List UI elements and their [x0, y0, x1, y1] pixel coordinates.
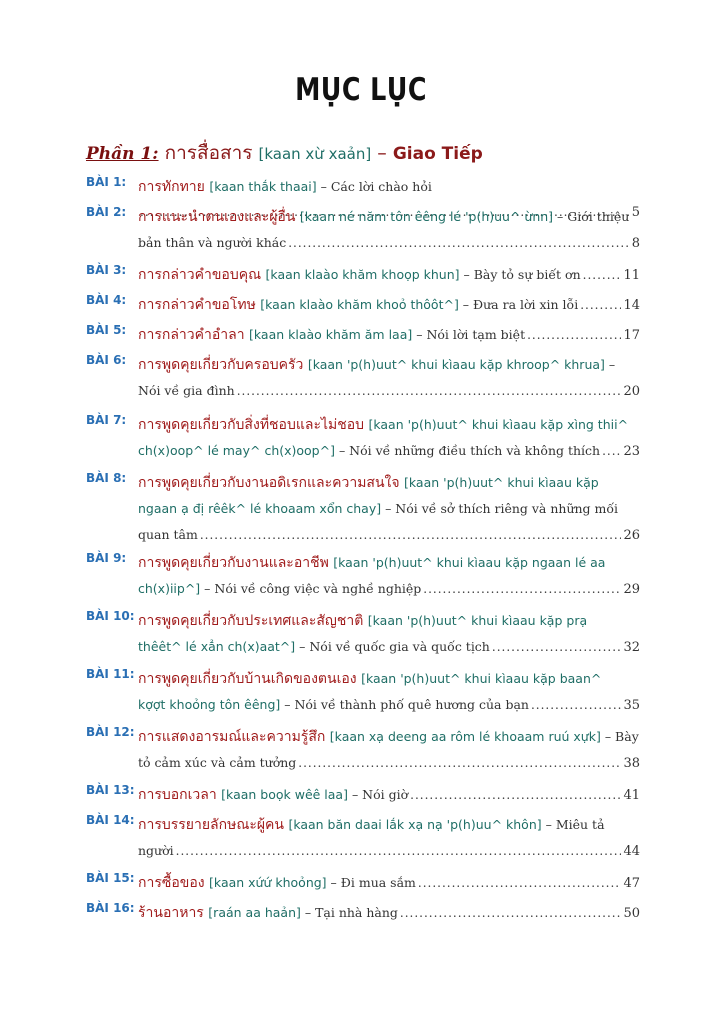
- part-separator: –: [371, 142, 393, 164]
- page-number: 14: [623, 298, 640, 313]
- lesson-transliteration: [kaan boọk wêê laa]: [221, 787, 348, 802]
- lesson-transliteration: [kaan 'p(h)uut^ khui kìaau kặp khroop^ khrua]: [307, 357, 605, 372]
- dot-leader: [531, 693, 621, 718]
- dot-leader: [492, 635, 622, 660]
- page-number: 26: [623, 528, 640, 543]
- lesson-thai-title: การพูดคุยเกี่ยวกับบ้านเกิดของตนเอง: [138, 671, 357, 687]
- lesson-number: BÀI 14:: [86, 813, 135, 827]
- page-number: 29: [623, 582, 640, 597]
- lesson-number: BÀI 6:: [86, 353, 127, 367]
- toc-entry[interactable]: [86, 470, 640, 548]
- dot-leader: [288, 231, 630, 256]
- lesson-vietnamese-title: – Nói về công việc và nghề nghiệp: [200, 581, 422, 596]
- lesson-thai-title: การกล่าวคำขอโทษ: [138, 297, 256, 313]
- lesson-number: BÀI 5:: [86, 323, 127, 337]
- toc-entry[interactable]: [86, 204, 640, 256]
- toc-entry[interactable]: [86, 870, 640, 896]
- lesson-transliteration: [kaan băn daai lắk xạ nạ 'p(h)uu^ khôn]: [288, 817, 542, 832]
- dot-leader: [400, 901, 622, 926]
- lesson-number: BÀI 2:: [86, 205, 127, 219]
- page-number: 47: [623, 876, 640, 891]
- lesson-transliteration: [kaan 'p(h)uut^ khui kìaau kặp prạ: [367, 613, 588, 628]
- lesson-vietnamese-title: – Tại nhà hàng: [300, 905, 398, 920]
- toc-entry[interactable]: [86, 262, 640, 288]
- lesson-thai-title: การบรรยายลักษณะผู้คน: [138, 817, 284, 833]
- dot-leader: [298, 751, 621, 776]
- lesson-vietnamese-title: – Miêu tả: [541, 817, 605, 832]
- part-heading: [86, 138, 483, 168]
- lesson-vietnamese-title: – Nói về sở thích riêng và những mối: [381, 501, 619, 516]
- lesson-vietnamese-title: – Đi mua sắm: [326, 875, 416, 890]
- lesson-transliteration: [kaan klaào khăm ăm laa]: [249, 327, 413, 342]
- dot-leader: [418, 871, 622, 896]
- lesson-thai-title: การแนะนำตนเองและผู้อื่น: [138, 209, 296, 225]
- lesson-number: BÀI 8:: [86, 471, 127, 485]
- page-number: 38: [623, 756, 640, 771]
- toc-entry[interactable]: [86, 412, 640, 464]
- lesson-transliteration: [kaan thắk thaai]: [209, 179, 317, 194]
- lesson-vietnamese-cont: tỏ cảm xúc và cảm tưởng: [138, 755, 297, 770]
- toc-entry[interactable]: [86, 322, 640, 348]
- lesson-number: BÀI 4:: [86, 293, 127, 307]
- toc-entry[interactable]: [86, 782, 640, 808]
- toc-entry[interactable]: [86, 724, 640, 776]
- lesson-number: BÀI 15:: [86, 871, 135, 885]
- lesson-thai-title: การพูดคุยเกี่ยวกับงานและอาชีพ: [138, 555, 329, 571]
- page-number: 17: [623, 328, 640, 343]
- page-number: 20: [623, 384, 640, 399]
- lesson-thai-title: การบอกเวลา: [138, 787, 217, 803]
- dot-leader: [527, 323, 621, 348]
- page-number: 50: [623, 906, 640, 921]
- toc-entry[interactable]: [86, 352, 640, 404]
- page-number: 44: [623, 844, 640, 859]
- dot-leader: [583, 263, 622, 288]
- lesson-thai-title: การพูดคุยเกี่ยวกับครอบครัว: [138, 357, 304, 373]
- page-number: 32: [623, 640, 640, 655]
- lesson-vietnamese-title: – Đưa ra lời xin lỗi: [458, 297, 579, 312]
- page-number: 23: [623, 444, 640, 459]
- lesson-transliteration: [kaan xạ deeng aa rôm lé khoaam ruú xựk]: [329, 729, 601, 744]
- lesson-vietnamese-title: – Nói giờ: [347, 787, 409, 802]
- lesson-vietnamese-title: – Các lời chào hỏi: [316, 179, 432, 194]
- lesson-vietnamese-title: –: [604, 357, 616, 372]
- lesson-thai-title: การแสดงอารมณ์และความรู้สึก: [138, 729, 326, 745]
- page-title: MỤC LỤC: [295, 72, 427, 108]
- lesson-vietnamese-cont: Nói về gia đình: [138, 383, 235, 398]
- lesson-thai-title: ร้านอาหาร: [138, 905, 204, 921]
- lesson-number: BÀI 13:: [86, 783, 135, 797]
- lesson-transliteration: [kaan klaào khăm khoọp khun]: [265, 267, 460, 282]
- lesson-thai-title: การซื้อของ: [138, 875, 205, 891]
- lesson-number: BÀI 11:: [86, 667, 135, 681]
- lesson-number: BÀI 7:: [86, 413, 127, 427]
- toc-entry[interactable]: [86, 608, 640, 660]
- dot-leader: [580, 293, 621, 318]
- lesson-number: BÀI 9:: [86, 551, 127, 565]
- lesson-vietnamese-cont: quan tâm: [138, 527, 198, 542]
- dot-leader: [237, 379, 622, 404]
- lesson-transliteration: [kaan 'p(h)uut^ khui kìaau kặp ngaan lé aa: [333, 555, 606, 570]
- toc-entry[interactable]: [86, 812, 640, 864]
- lesson-transliteration: [kaan 'p(h)uut^ khui kìaau kặp: [404, 475, 599, 490]
- lesson-vietnamese-title: – Giới thiệu: [553, 209, 630, 224]
- lesson-thai-title: การกล่าวคำอำลา: [138, 327, 245, 343]
- lesson-transliteration: [kaan xứứ khoỏng]: [209, 875, 327, 890]
- page-number: 35: [623, 698, 640, 713]
- lesson-vietnamese-title: – Nói lời tạm biệt: [412, 327, 526, 342]
- lesson-vietnamese-title: – Bày tỏ sự biết ơn: [459, 267, 581, 282]
- page-number: 41: [623, 788, 640, 803]
- part-transliteration: [kaan xừ xaản]: [258, 145, 372, 163]
- lesson-number: BÀI 10:: [86, 609, 135, 623]
- lesson-transliteration: [kaan klaào khăm khoỏ thôôt^]: [260, 297, 459, 312]
- lesson-number: BÀI 3:: [86, 263, 127, 277]
- lesson-transliteration: [raán aa haản]: [208, 905, 301, 920]
- lesson-vietnamese-cont: người: [138, 843, 174, 858]
- page-number: 8: [631, 236, 640, 251]
- lesson-thai-title: การกล่าวคำขอบคุณ: [138, 267, 262, 283]
- toc-entry[interactable]: [86, 666, 640, 718]
- toc-entry[interactable]: [86, 900, 640, 926]
- lesson-vietnamese-title: – Nói về những điều thích và không thích: [334, 443, 601, 458]
- page-number: 5: [631, 205, 640, 220]
- part-vietnamese: Giao Tiếp: [392, 144, 483, 164]
- lesson-thai-title: การพูดคุยเกี่ยวกับประเทศและสัญชาติ: [138, 613, 364, 629]
- toc-entry[interactable]: [86, 292, 640, 318]
- lesson-thai-title: การพูดคุยเกี่ยวกับสิ่งที่ชอบและไม่ชอบ: [138, 417, 365, 433]
- lesson-transliteration: [kaan 'p(h)uut^ khui kìaau kặp xìng thii^: [368, 417, 629, 432]
- lesson-vietnamese-title: – Bày: [600, 729, 639, 744]
- lesson-transliteration-cont: ngaan ạ đị rêêk^ lé khoaam xổn chay]: [138, 501, 382, 516]
- dot-leader: [200, 523, 622, 548]
- lesson-vietnamese-title: – Nói về quốc gia và quốc tịch: [295, 639, 490, 654]
- lesson-number: BÀI 12:: [86, 725, 135, 739]
- lesson-vietnamese-cont: bản thân và người khác: [138, 235, 287, 250]
- lesson-transliteration-cont: ch(x)iip^]: [138, 581, 201, 596]
- toc-entry[interactable]: [86, 550, 640, 602]
- lesson-transliteration: [kaan 'p(h)uut^ khui kìaau kặp baan^: [361, 671, 602, 686]
- page-number: 11: [623, 268, 640, 283]
- lesson-number: BÀI 16:: [86, 901, 135, 915]
- lesson-thai-title: การทักทาย: [138, 179, 205, 195]
- lesson-transliteration-cont: kợợt khoỏng tôn êêng]: [138, 697, 281, 712]
- dot-leader: [423, 577, 621, 602]
- dot-leader: [602, 439, 621, 464]
- lesson-vietnamese-title: – Nói về thành phố quê hương của bạn: [280, 697, 529, 712]
- dot-leader: [410, 783, 621, 808]
- dot-leader: [176, 839, 622, 864]
- part-label: Phần 1:: [86, 144, 159, 164]
- lesson-transliteration: [kaan né năm tôn êêng lé 'p(h)uu^ ừnn]: [299, 209, 554, 224]
- lesson-transliteration-cont: thêêt^ lé xẳn ch(x)aat^]: [138, 639, 296, 654]
- part-thai: การสื่อสาร: [164, 142, 253, 164]
- lesson-number: BÀI 1:: [86, 175, 127, 189]
- lesson-thai-title: การพูดคุยเกี่ยวกับงานอดิเรกและความสนใจ: [138, 475, 400, 491]
- lesson-transliteration-cont: ch(x)oop^ lé may^ ch(x)oop^]: [138, 443, 335, 458]
